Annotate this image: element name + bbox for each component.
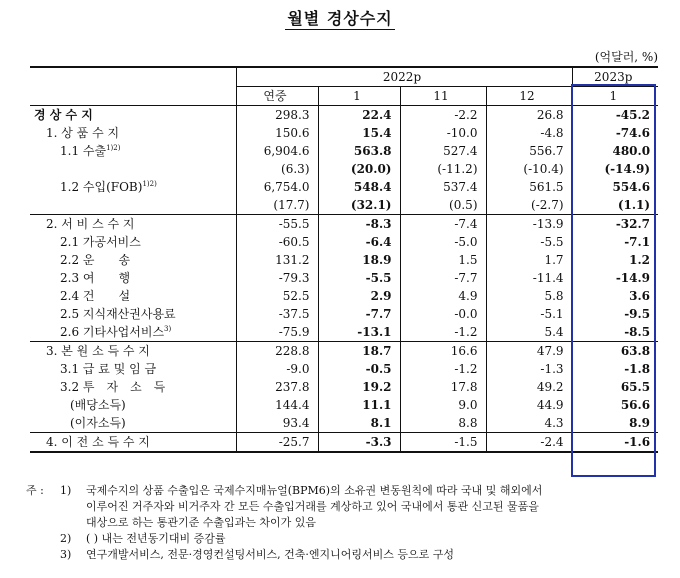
cell-value: 563.8 bbox=[318, 142, 400, 160]
cell-value: 11.1 bbox=[318, 396, 400, 414]
header-year-2022: 2022p bbox=[236, 67, 572, 87]
table-row bbox=[30, 124, 658, 142]
row-label bbox=[30, 287, 236, 305]
table-row bbox=[30, 433, 658, 453]
cell-value: 18.7 bbox=[318, 342, 400, 361]
table-row bbox=[30, 106, 658, 125]
cell-value: -1.2 bbox=[400, 323, 486, 342]
cell-value: -14.9 bbox=[572, 269, 658, 287]
cell-value: 4.9 bbox=[400, 287, 486, 305]
cell-value: 2.9 bbox=[318, 287, 400, 305]
footnote-2-text: ( ) 내는 전년동기대비 증감률 bbox=[86, 532, 226, 545]
cell-value: -1.6 bbox=[572, 433, 658, 453]
cell-value: 93.4 bbox=[236, 414, 318, 433]
cell-value: 556.7 bbox=[486, 142, 572, 160]
row-label bbox=[30, 196, 236, 215]
cell-value: (1.1) bbox=[572, 196, 658, 215]
row-label bbox=[30, 251, 236, 269]
footnote-3 bbox=[26, 547, 676, 563]
cell-value: 237.8 bbox=[236, 378, 318, 396]
table-row bbox=[30, 269, 658, 287]
row-label bbox=[30, 433, 236, 453]
cell-value: 1.7 bbox=[486, 251, 572, 269]
cell-value: 228.8 bbox=[236, 342, 318, 361]
cell-value: 1.2 bbox=[572, 251, 658, 269]
row-label bbox=[30, 215, 236, 234]
row-label-text: 2.2 운 송 bbox=[60, 253, 131, 267]
row-label-text: 경 상 수 지 bbox=[34, 108, 93, 122]
header-blank bbox=[30, 67, 236, 106]
cell-value: (-2.7) bbox=[486, 196, 572, 215]
header-year-2023: 2023p bbox=[572, 67, 658, 87]
cell-value: -1.3 bbox=[486, 360, 572, 378]
cell-value: -75.9 bbox=[236, 323, 318, 342]
cell-value: 9.0 bbox=[400, 396, 486, 414]
cell-value: -5.0 bbox=[400, 233, 486, 251]
table-row bbox=[30, 323, 658, 342]
cell-value: 65.5 bbox=[572, 378, 658, 396]
cell-value: 298.3 bbox=[236, 106, 318, 125]
table-row bbox=[30, 396, 658, 414]
footnote-1 bbox=[26, 483, 676, 499]
cell-value: -4.8 bbox=[486, 124, 572, 142]
header-row-years bbox=[30, 67, 658, 87]
cell-value: -1.2 bbox=[400, 360, 486, 378]
row-label bbox=[30, 269, 236, 287]
cell-value: -55.5 bbox=[236, 215, 318, 234]
footnote-1-line1: 국제수지의 상품 수출입은 국제수지매뉴얼(BPM6)의 소유권 변동원칙에 따라 국내 및 해외에서 bbox=[86, 484, 543, 497]
cell-value: -1.5 bbox=[400, 433, 486, 453]
table-row bbox=[30, 287, 658, 305]
cell-value: 56.6 bbox=[572, 396, 658, 414]
cell-value: -7.7 bbox=[318, 305, 400, 323]
cell-value: -5.5 bbox=[318, 269, 400, 287]
cell-value: 18.9 bbox=[318, 251, 400, 269]
row-label-text: 2.6 기타사업서비스 bbox=[60, 325, 165, 339]
row-label-text: (이자소득) bbox=[70, 416, 126, 430]
cell-value: 52.5 bbox=[236, 287, 318, 305]
cell-value: (20.0) bbox=[318, 160, 400, 178]
footnote-2 bbox=[26, 531, 676, 547]
footnote-3-num: 3) bbox=[60, 548, 72, 561]
cell-value: -3.3 bbox=[318, 433, 400, 453]
cell-value: 49.2 bbox=[486, 378, 572, 396]
row-label bbox=[30, 106, 236, 125]
cell-value: 554.6 bbox=[572, 178, 658, 196]
table-row bbox=[30, 414, 658, 433]
row-label-text: (배당소득) bbox=[70, 398, 126, 412]
row-label-text: 1. 상 품 수 지 bbox=[46, 126, 120, 140]
row-label bbox=[30, 142, 236, 160]
row-label bbox=[30, 160, 236, 178]
cell-value: -6.4 bbox=[318, 233, 400, 251]
cell-value: (-14.9) bbox=[572, 160, 658, 178]
unit-label: (억달러, %) bbox=[594, 50, 658, 64]
footnote-ref: 3) bbox=[164, 325, 172, 333]
cell-value: -11.4 bbox=[486, 269, 572, 287]
footnote-prefix: 주 : bbox=[26, 484, 44, 497]
cell-value: -9.0 bbox=[236, 360, 318, 378]
cell-value: 527.4 bbox=[400, 142, 486, 160]
cell-value: 15.4 bbox=[318, 124, 400, 142]
cell-value: 144.4 bbox=[236, 396, 318, 414]
cell-value: -7.1 bbox=[572, 233, 658, 251]
cell-value: 150.6 bbox=[236, 124, 318, 142]
footnote-ref: 1)2) bbox=[142, 180, 157, 188]
row-label bbox=[30, 124, 236, 142]
cell-value: 8.8 bbox=[400, 414, 486, 433]
row-label bbox=[30, 178, 236, 196]
footnote-1-line3: 대상으로 하는 통관기준 수출입과는 차이가 있음 bbox=[86, 516, 317, 529]
row-label bbox=[30, 233, 236, 251]
cell-value: 4.3 bbox=[486, 414, 572, 433]
cell-value: -0.0 bbox=[400, 305, 486, 323]
cell-value: 44.9 bbox=[486, 396, 572, 414]
table-title: 월별 경상수지 bbox=[287, 9, 393, 28]
cell-value: -32.7 bbox=[572, 215, 658, 234]
row-label-text: 2.3 여 행 bbox=[60, 271, 131, 285]
cell-value: 548.4 bbox=[318, 178, 400, 196]
cell-value: 1.5 bbox=[400, 251, 486, 269]
cell-value: -0.5 bbox=[318, 360, 400, 378]
cell-value: -10.0 bbox=[400, 124, 486, 142]
row-label bbox=[30, 414, 236, 433]
cell-value: -2.4 bbox=[486, 433, 572, 453]
row-label bbox=[30, 360, 236, 378]
cell-value: -13.9 bbox=[486, 215, 572, 234]
cell-value: (32.1) bbox=[318, 196, 400, 215]
cell-value: -13.1 bbox=[318, 323, 400, 342]
cell-value: -79.3 bbox=[236, 269, 318, 287]
table-row bbox=[30, 196, 658, 215]
cell-value: 537.4 bbox=[400, 178, 486, 196]
cell-value: 8.9 bbox=[572, 414, 658, 433]
table-row bbox=[30, 215, 658, 234]
row-label-text: 2.5 지식재산권사용료 bbox=[60, 307, 176, 321]
row-label bbox=[30, 378, 236, 396]
table-row bbox=[30, 360, 658, 378]
cell-value: -7.7 bbox=[400, 269, 486, 287]
cell-value: 17.8 bbox=[400, 378, 486, 396]
cell-value: -9.5 bbox=[572, 305, 658, 323]
cell-value: 47.9 bbox=[486, 342, 572, 361]
row-label-text: 2.4 건 설 bbox=[60, 289, 131, 303]
row-label-text: 3. 본 원 소 득 수 지 bbox=[46, 344, 150, 358]
cell-value: -5.5 bbox=[486, 233, 572, 251]
footnotes bbox=[26, 483, 676, 563]
cell-value: (17.7) bbox=[236, 196, 318, 215]
cell-value: 16.6 bbox=[400, 342, 486, 361]
cell-value: 22.4 bbox=[318, 106, 400, 125]
cell-value: 26.8 bbox=[486, 106, 572, 125]
row-label-text: 1.1 수출 bbox=[60, 144, 107, 158]
cell-value: -8.3 bbox=[318, 215, 400, 234]
cell-value: 8.1 bbox=[318, 414, 400, 433]
cell-value: 3.6 bbox=[572, 287, 658, 305]
row-label-text: 3.2 투 자 소 득 bbox=[60, 380, 166, 394]
table-row bbox=[30, 178, 658, 196]
header-col-annual: 연중 bbox=[236, 87, 318, 106]
row-label bbox=[30, 323, 236, 342]
table-body bbox=[30, 106, 658, 453]
cell-value: (0.5) bbox=[400, 196, 486, 215]
table-row bbox=[30, 251, 658, 269]
cell-value: 6,904.6 bbox=[236, 142, 318, 160]
table-row bbox=[30, 342, 658, 361]
table-row bbox=[30, 233, 658, 251]
footnote-2-num: 2) bbox=[60, 532, 72, 545]
cell-value: 19.2 bbox=[318, 378, 400, 396]
row-label-text: 2. 서 비 스 수 지 bbox=[46, 217, 135, 231]
footnote-1-line2: 이루어진 거주자와 비거주자 간 모든 수출입거래를 계상하고 있어 국내에서 통관 신고된 물품을 bbox=[86, 500, 539, 513]
cell-value: -60.5 bbox=[236, 233, 318, 251]
cell-value: -74.6 bbox=[572, 124, 658, 142]
cell-value: -7.4 bbox=[400, 215, 486, 234]
cell-value: -25.7 bbox=[236, 433, 318, 453]
footnote-3-text: 연구개발서비스, 전문·경영컨설팅서비스, 건축·엔지니어링서비스 등으로 구성 bbox=[86, 548, 455, 561]
cell-value: -1.8 bbox=[572, 360, 658, 378]
cell-value: (6.3) bbox=[236, 160, 318, 178]
row-label bbox=[30, 396, 236, 414]
cell-value: 480.0 bbox=[572, 142, 658, 160]
cell-value: 561.5 bbox=[486, 178, 572, 196]
cell-value: -37.5 bbox=[236, 305, 318, 323]
header-col-2023-1: 1 bbox=[572, 87, 658, 106]
row-label-text: 3.1 급 료 및 임 금 bbox=[60, 362, 157, 376]
current-account-table bbox=[30, 66, 658, 453]
cell-value: 5.8 bbox=[486, 287, 572, 305]
cell-value: -8.5 bbox=[572, 323, 658, 342]
cell-value: (-10.4) bbox=[486, 160, 572, 178]
row-label bbox=[30, 342, 236, 361]
footnote-1-num: 1) bbox=[60, 484, 72, 497]
cell-value: 5.4 bbox=[486, 323, 572, 342]
cell-value: -2.2 bbox=[400, 106, 486, 125]
header-col-2022-11: 11 bbox=[400, 87, 486, 106]
header-col-2022-12: 12 bbox=[486, 87, 572, 106]
table-row bbox=[30, 160, 658, 178]
header-col-2022-1: 1 bbox=[318, 87, 400, 106]
cell-value: -45.2 bbox=[572, 106, 658, 125]
table-row bbox=[30, 378, 658, 396]
table-row bbox=[30, 305, 658, 323]
cell-value: 63.8 bbox=[572, 342, 658, 361]
cell-value: (-11.2) bbox=[400, 160, 486, 178]
row-label-text: 1.2 수입(FOB) bbox=[60, 180, 143, 194]
cell-value: 6,754.0 bbox=[236, 178, 318, 196]
footnote-ref: 1)2) bbox=[106, 144, 121, 152]
row-label-text: 2.1 가공서비스 bbox=[60, 235, 141, 249]
row-label bbox=[30, 305, 236, 323]
table-row bbox=[30, 142, 658, 160]
cell-value: -5.1 bbox=[486, 305, 572, 323]
cell-value: 131.2 bbox=[236, 251, 318, 269]
row-label-text: 4. 이 전 소 득 수 지 bbox=[46, 435, 150, 449]
